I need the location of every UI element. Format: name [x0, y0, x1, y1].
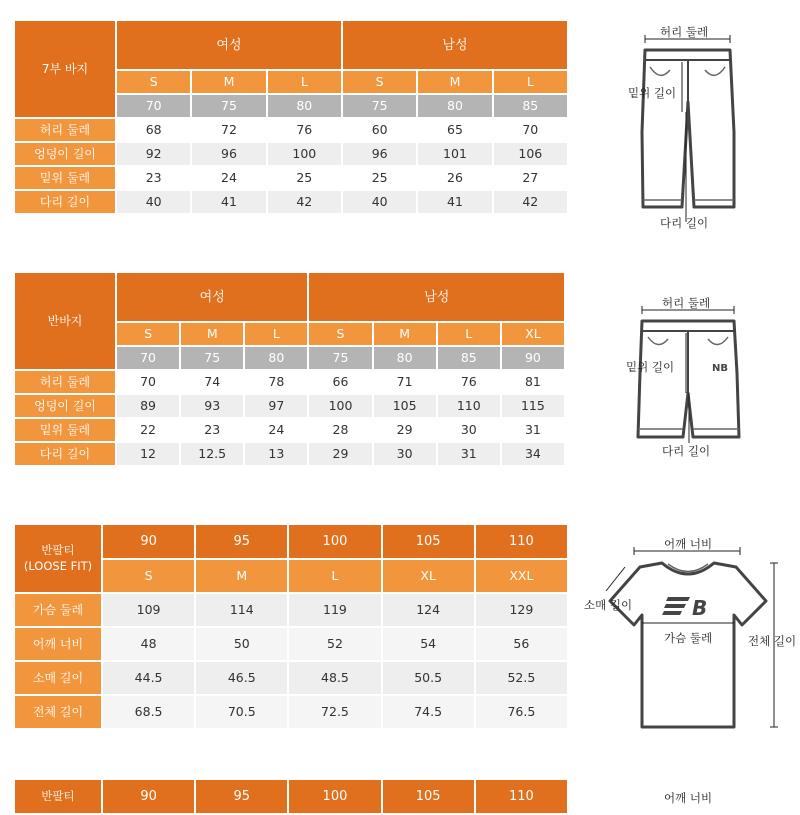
size-number: 110: [476, 525, 567, 558]
size-label: XL: [383, 560, 474, 592]
table-cell: 40: [343, 191, 416, 213]
row-label: 전체 길이: [15, 696, 101, 728]
size-label: L: [268, 71, 341, 93]
tee-size-table: [13, 523, 569, 730]
table-cell: 46.5: [196, 662, 287, 694]
size-label: M: [374, 323, 436, 345]
table-cell: 70.5: [196, 696, 287, 728]
table-cell: 54: [383, 628, 474, 660]
table-row: [15, 419, 564, 441]
table-cell: 66: [309, 371, 371, 393]
table-cell: 105: [374, 395, 436, 417]
table-cell: 26: [418, 167, 491, 189]
table-cell: 52: [289, 628, 380, 660]
size-number: 70: [117, 95, 190, 117]
table-cell: 76.5: [476, 696, 567, 728]
capri-pants-illustration: [600, 22, 790, 237]
table-cell: 40: [117, 191, 190, 213]
pants7-group-women: 여성: [117, 21, 341, 69]
size-label: S: [309, 323, 371, 345]
row-label: 다리 길이: [15, 191, 115, 213]
size-label: L: [494, 71, 567, 93]
fig-leg-label: 다리 길이: [660, 216, 709, 230]
table-cell: 78: [245, 371, 307, 393]
size-number: 80: [374, 347, 436, 369]
table-cell: 74: [181, 371, 243, 393]
table-cell: 96: [343, 143, 416, 165]
size-number: 100: [289, 525, 380, 558]
table-cell: 52.5: [476, 662, 567, 694]
size-label: M: [196, 560, 287, 592]
table-cell: 76: [438, 371, 500, 393]
table-row: [15, 662, 567, 694]
tee2-fig-shoulder-label: 어깨 너비: [664, 791, 713, 805]
fig-shoulder-label: 어깨 너비: [664, 537, 713, 551]
size-number: 95: [196, 525, 287, 558]
table-cell: 100: [309, 395, 371, 417]
table-row: [15, 628, 567, 660]
table-row: [15, 594, 567, 626]
shorts-title: 반바지: [15, 273, 115, 369]
table-cell: 13: [245, 443, 307, 465]
table-row: [15, 119, 567, 141]
table-cell: 124: [383, 594, 474, 626]
row-label: 소매 길이: [15, 662, 101, 694]
size-number: 80: [418, 95, 491, 117]
size-number: 85: [494, 95, 567, 117]
table-cell: 106: [494, 143, 567, 165]
table-cell: 30: [438, 419, 500, 441]
pants7-group-men: 남성: [343, 21, 567, 69]
table-row: [15, 371, 564, 393]
table-cell: 44.5: [103, 662, 194, 694]
size-label: S: [103, 560, 194, 592]
table-cell: 68: [117, 119, 190, 141]
size-number: 75: [343, 95, 416, 117]
fig-rise-label: 밑위 길이: [626, 360, 675, 374]
shorts-illustration: [600, 293, 790, 463]
table-cell: 96: [192, 143, 265, 165]
row-label: 밑위 둘레: [15, 419, 115, 441]
size-number: 70: [117, 347, 179, 369]
tee2-size-table: [13, 778, 569, 815]
table-cell: 12.5: [181, 443, 243, 465]
size-number: 110: [476, 780, 567, 813]
table-cell: 27: [494, 167, 567, 189]
row-label: 가슴 둘레: [15, 594, 101, 626]
table-row: [15, 167, 567, 189]
table-cell: 24: [192, 167, 265, 189]
table-row: [15, 143, 567, 165]
table-cell: 12: [117, 443, 179, 465]
size-number: 105: [383, 525, 474, 558]
table-cell: 25: [343, 167, 416, 189]
table-cell: 72.5: [289, 696, 380, 728]
fig-rise-label: 밑위 길이: [628, 86, 677, 100]
table-cell: 72: [192, 119, 265, 141]
table-cell: 119: [289, 594, 380, 626]
table-cell: 76: [268, 119, 341, 141]
table-cell: 31: [438, 443, 500, 465]
svg-text:B: B: [692, 596, 708, 620]
row-label: 허리 둘레: [15, 371, 115, 393]
size-number: 90: [103, 780, 194, 813]
size-number: 105: [383, 780, 474, 813]
shorts-group-women: 여성: [117, 273, 307, 321]
table-cell: 29: [309, 443, 371, 465]
table-cell: 30: [374, 443, 436, 465]
table-cell: 50: [196, 628, 287, 660]
table-cell: 48.5: [289, 662, 380, 694]
tee-title: 반팔티 (LOOSE FIT): [15, 525, 101, 592]
fig-waist-label: 허리 둘레: [662, 296, 711, 310]
table-cell: 110: [438, 395, 500, 417]
table-cell: 109: [103, 594, 194, 626]
size-label: L: [245, 323, 307, 345]
size-label: M: [192, 71, 265, 93]
size-label: XL: [502, 323, 564, 345]
table-cell: 89: [117, 395, 179, 417]
table-cell: 42: [494, 191, 567, 213]
table-cell: 101: [418, 143, 491, 165]
table-cell: 41: [192, 191, 265, 213]
table-cell: 114: [196, 594, 287, 626]
tee2-title: 반팔티: [15, 780, 101, 813]
table-cell: 31: [502, 419, 564, 441]
fig-leg-label: 다리 길이: [662, 444, 711, 458]
table-cell: 93: [181, 395, 243, 417]
size-number: 95: [196, 780, 287, 813]
table-cell: 29: [374, 419, 436, 441]
size-label: XXL: [476, 560, 567, 592]
size-number: 80: [245, 347, 307, 369]
size-number: 75: [309, 347, 371, 369]
size-label: M: [181, 323, 243, 345]
table-cell: 23: [117, 167, 190, 189]
table-cell: 22: [117, 419, 179, 441]
shorts-measure-figure: [600, 293, 790, 463]
table-cell: 70: [117, 371, 179, 393]
table-cell: 70: [494, 119, 567, 141]
table-cell: 81: [502, 371, 564, 393]
fig-length-label: 전체 길이: [748, 634, 797, 648]
shorts-group-men: 남성: [309, 273, 564, 321]
table-row: [15, 395, 564, 417]
table-cell: 129: [476, 594, 567, 626]
size-label: M: [418, 71, 491, 93]
table-cell: 68.5: [103, 696, 194, 728]
pants7-measure-figure: [600, 22, 790, 237]
table-row: [15, 191, 567, 213]
table-cell: 115: [502, 395, 564, 417]
row-label: 엉덩이 길이: [15, 143, 115, 165]
fig-waist-label: 허리 둘레: [660, 25, 709, 39]
row-label: 밑위 둘레: [15, 167, 115, 189]
table-cell: 74.5: [383, 696, 474, 728]
size-number: 90: [502, 347, 564, 369]
table-cell: 56: [476, 628, 567, 660]
table-cell: 92: [117, 143, 190, 165]
pants7-title: 7부 바지: [15, 21, 115, 117]
table-row: [15, 443, 564, 465]
tee-measure-figure: [582, 533, 800, 733]
row-label: 다리 길이: [15, 443, 115, 465]
row-label: 허리 둘레: [15, 119, 115, 141]
shorts-size-table: [13, 271, 566, 467]
table-cell: 50.5: [383, 662, 474, 694]
svg-text:NB: NB: [712, 363, 728, 374]
fig-sleeve-label: 소매 길이: [584, 598, 633, 612]
size-number: 90: [103, 525, 194, 558]
table-cell: 41: [418, 191, 491, 213]
table-cell: 97: [245, 395, 307, 417]
size-number: 100: [289, 780, 380, 813]
size-label: L: [438, 323, 500, 345]
size-label: S: [343, 71, 416, 93]
table-row: [15, 696, 567, 728]
table-cell: 48: [103, 628, 194, 660]
row-label: 엉덩이 길이: [15, 395, 115, 417]
table-cell: 25: [268, 167, 341, 189]
size-number: 80: [268, 95, 341, 117]
size-number: 75: [181, 347, 243, 369]
size-number: 85: [438, 347, 500, 369]
size-number: 75: [192, 95, 265, 117]
table-cell: 71: [374, 371, 436, 393]
size-label: S: [117, 71, 190, 93]
size-label: S: [117, 323, 179, 345]
row-label: 어깨 너비: [15, 628, 101, 660]
table-cell: 65: [418, 119, 491, 141]
table-cell: 24: [245, 419, 307, 441]
table-cell: 34: [502, 443, 564, 465]
size-label: L: [289, 560, 380, 592]
table-cell: 60: [343, 119, 416, 141]
table-cell: 23: [181, 419, 243, 441]
table-cell: 42: [268, 191, 341, 213]
pants7-size-table: [13, 19, 569, 215]
table-cell: 100: [268, 143, 341, 165]
table-cell: 28: [309, 419, 371, 441]
fig-chest-label: 가슴 둘레: [664, 631, 713, 645]
